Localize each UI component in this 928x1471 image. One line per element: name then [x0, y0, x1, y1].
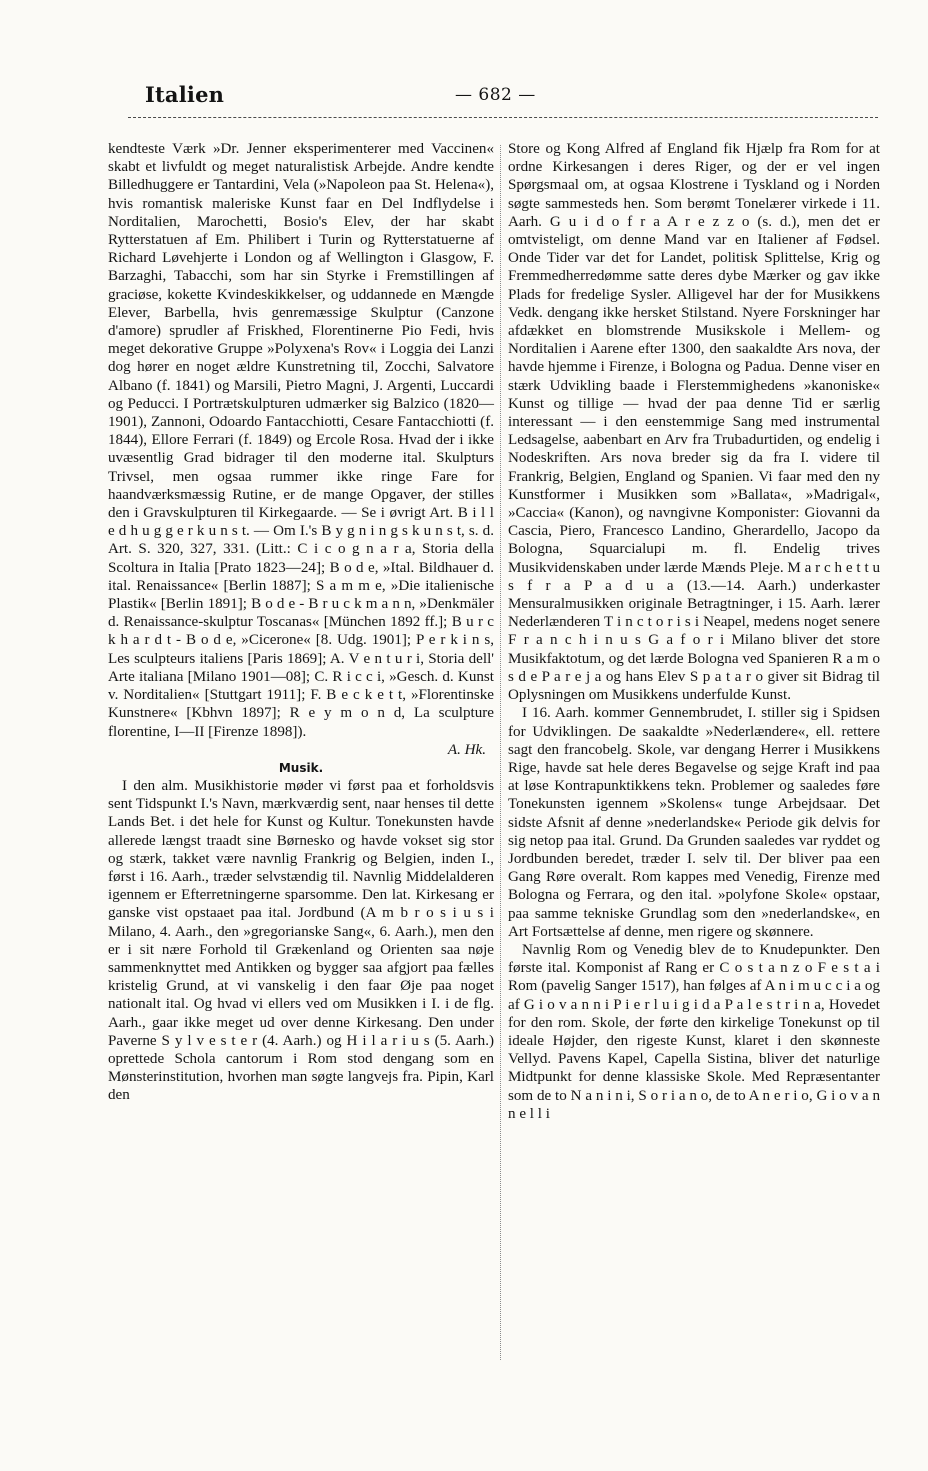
sculpture-paragraph: kendteste Værk »Dr. Jenner eksperimenterer med Vaccinen« skabt et livfuldt og meget naturalistisk Arbejde. Andre kendte Billedhuggere er Tantardini, Vela (»Napoleon paa St. Helena«), hvis romantisk maleriske Kunst faar en Del Indflydelse i Norditalien, Marochetti, Bosio's Elev, der har skabt Rytterstatuen af Em. Philibert i Turin og Rytterstatuerne af Richard Løvehjerte i London og af Wellington i Glasgow, F. Barzaghi, Tabacchi, som har sin Styrke i Fremstillingen af graciøse, kokette Kvindeskikkelser, og uddannede en Mængde Elever, Barbella, hvis genremæssige Skulptur (Canzone d'amore) sprudler af Friskhed, Florentinerne Pio Fedi, hvis meget dekorative Gruppe »Polyxena's Rov« i Loggia dei Lanzi dog hører en noget ældre Kunstretning til, Zocchi, Salvatore Albano (f. 1841) og Marsili, Pietro Magni, J. Argenti, Luccardi og Peducci. I Portrætskulpturen udmærker sig Balzico (1820—1901), Zannoni, Odoardo Fantacchiotti, Cesare Fantacchiotti (f. 1844), Ellore Ferrari (f. 1849) og Ercole Rosa. Hvad der i ikke uvæsentlig Grad bidrager til den moderne ital. Skulpturs Trivsel, men ogsaa rummer ikke ringe Fare for haandværksmæssig Rutine, er de mange Opgaver, der stilles den i Gravskulpturen til Kirkegaarde. — Se i øvrigt Art. B i l l e d h u g g e r k u n s t. — Om I.'s B y g n i n g s k u n s t, s. d. Art. S. 320, 327, 331. (Litt.: C i c o g n a r a, Storia della Scoltura in Italia [Prato 1823—24]; B o d e, »Ital. Bildhauer d. ital. Renaissance« [Berlin 1887]; S a m m e, »Die italienische Plastik« [Berlin 1891]; B o d e - B r u c k m a n n, »Denkmäler d. Renaissance-skulptur Toscanas« [München 1892 ff.]; B u r c k h a r d t - B o d e, »Cicerone« [8. Udg. 1901]; P e r k i n s, Les sculpteurs italiens [Paris 1869]; A. V e n t u r i, Storia dell' Arte italiana [Milano 1901—08]; C. R i c c i, »Gesch. d. Kunst v. Norditalien« [Stuttgart 1911]; F. B e c k e t t, »Florentinske Kunstnere« [Kbhvn 1897]; R e y m o n d, La sculpture florentine, I—II [Firenze 1898]).	[108, 141, 494, 740]
header-rule	[128, 117, 878, 118]
music-paragraph-3: I 16. Aarh. kommer Gennembrudet, I. stiller sig i Spidsen for Udviklingen. De saakaldte »Nederlændere«, ell. rettere sagt den francobelg. Skole, var dengang Herrer i Musikkens Rige, havde sat hele deres Begavelse og sejge Kraft ind paa at løse Kontrapunktikkens tekn. Problemer og saaledes føre Tonekunsten igennem »Skolens« tunge Arbejdsaar. Det sidste Afsnit af denne »nederlandske« Periode gik delvis for sig netop paa ital. Grund. Da Grunden saaledes var ryddet og Jordbunden beredet, træder I. selv til. Der bliver paa een Gang Røre overalt. Rom kappes med Venedig, Firenze med Bologna og Ferrara, og den ital. »polyfone Skole« opstaar, paa samme tekniske Grundlag som den »nederlandske«, en Art Fortsættelse af denne, men rigere og skønnere.	[508, 705, 880, 940]
running-head: Italien	[145, 82, 225, 107]
page-header	[0, 0, 928, 130]
right-column	[508, 140, 880, 1123]
author-signature: A. Hk.	[447, 741, 486, 758]
music-paragraph-1: I den alm. Musikhistorie møder vi først paa et forholdsvis sent Tidspunkt I.'s Navn, mærkværdig sent, naar henses til dette Lands Bet. i det hele for Kunst og Kultur. Tonekunsten havde allerede længst traadt sine Børnesko og havde vokset sig stor og stærk, takket være navnlig Frankrig og Belgien, inden I., først i 16. Aarh., træder selvstændig til. Navnlig Middelalderen igennem er Efterretningerne sparsomme. Den lat. Kirkesang er ganske vist opstaaet paa ital. Jordbund (A m b r o s i u s i Milano, 4. Aarh., den »gregorianske Sang«, 6. Aarh.), men den er i sit nære Forhold til Grækenland og Orienten saa nøje sammenknyttet med Antikken og bygger saa afgjort paa fælles kristelig Grund, at vi vanskelig i den faar Øje paa noget nationalt ital. Og hvad vi ellers ved om Musikken i I. i de flg. Aarh., gaar ikke meget ud over denne Kirkesang. Den under Paverne S y l v e s t e r (4. Aarh.) og H i l a r i u s (5. Aarh.) oprettede Schola cantorum i Rom stod dengang som en Mønsterinstitution, hvorhen man søgte langvejs fra. Pipin, Karl den	[108, 777, 494, 1104]
page-number: — 682 —	[455, 85, 536, 105]
left-column	[108, 140, 494, 1105]
music-paragraph-2: Store og Kong Alfred af England fik Hjælp fra Rom for at ordne Kirkesangen i deres Riger, og der er vel ingen Spørgsmaal om, at ogsaa Klostrene i Tyskland og i Norden søgte sammesteds hen. Som berømt Tonelærer virkede i 11. Aarh. G u i d o f r a A r e z z o (s. d.), men det er omtvisteligt, om denne Mand var en Italiener af Fødsel. Onde Tider var det for Landet, politisk Splittelse, Krig og Fremmedherredømme satte deres dybe Mærker og gav ikke Plads for fredelige Sysler. Alligevel har der for Musikkens Vedk. dengang ikke hersket Stilstand. Nyere Forskninger har afdækket en blomstrende Musikskole i Mellem- og Norditalien i Aarene efter 1300, den saakaldte Ars nova, der havde hjemme i Firenze, i Bologna og Padua. Denne viser en stærk Udvikling baade i Flerstemmighedens »kanoniske« Kunst og tillige — hvad der paa denne Tid er særlig interessant — i den eenstemmige Sang med instrumental Ledsagelse, aabenbart en Arv fra Trubadurtiden, og endelig i Nodeskriften. Ars nova breder sig da fra I. videre til Frankrig, Belgien, England og Spanien. Vi faar med den ny Kunstformer i Musikken som »Ballata«, »Madrigal«, »Caccia« (Kanon), og navngivne Komponister: Giovanni da Cascia, Piero, Francesco Landino, Gherardello, Jacopo da Bologna, Squarcialupi m. fl. Endelig trives Musikvidenskaben under lærde Mænds Pleje. M a r c h e t t u s f r a P a d u a (13.—14. Aarh.) underkaster Mensuralmusikken originale Betragtninger, i 15. Aarh. lærer Nederlænderen T i n c t o r i s i Neapel, medens noget senere F r a n c h i n u s G a f o r i Milano bliver det store Musikfaktotum, og det lærde Bologna ved Spanieren R a m o s d e P a r e j a og hans Elev S p a t a r o giver sit Bidrag til Oplysningen om Musikkens underfulde Kunst.	[508, 141, 880, 704]
column-divider	[500, 145, 501, 1360]
music-paragraph-4: Navnlig Rom og Venedig blev de to Knudepunkter. Den første ital. Komponist af Rang er C o s t a n z o F e s t a i Rom (pavelig Sanger 1517), han følges af A n i m u c c i a og af G i o v a n n i P i e r l u i g i d a P a l e s t r i n a, Hovedet for den rom. Skole, der førte den kirkelige Tonekunst op til ideale Højder, den rigeste Kunst, klaret i den skønneste Vellyd. Pavens Kapel, Capella Sistina, bliver det naturlige Midtpunkt for denne klassiske Skole. Med Repræsentanter som de to N a n i n i, S o r i a n o, de to A n e r i o, G i o v a n n e l l i	[508, 941, 880, 1122]
section-heading: Musik.	[278, 760, 324, 775]
